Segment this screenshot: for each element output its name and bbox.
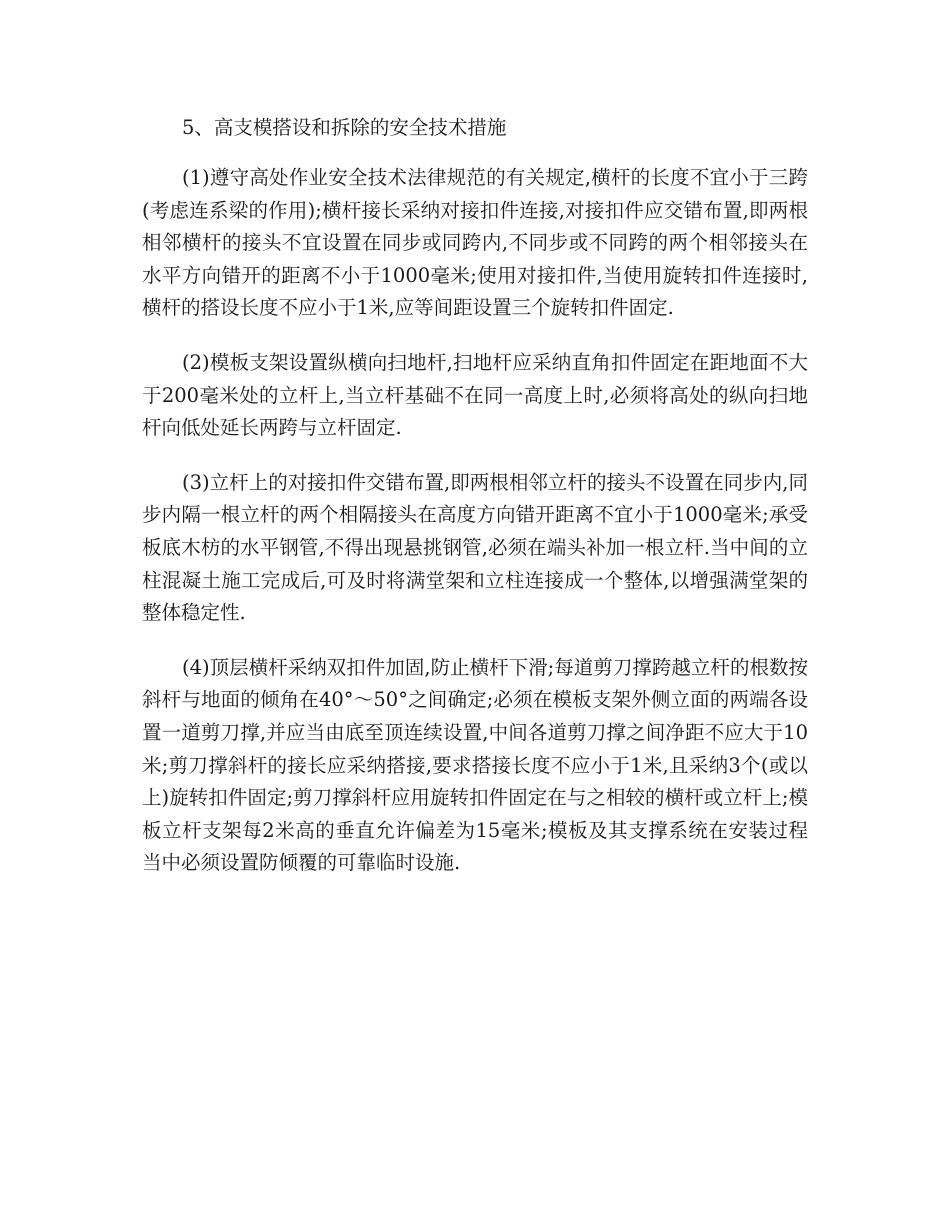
section-heading: 5、高支模搭设和拆除的安全技术措施: [182, 116, 507, 139]
paragraph-3: (3)立杆上的对接扣件交错布置,即两根相邻立杆的接头不设置在同步内,同步内隔一根立杆的两个相隔接头在高度方向错开距离不宜小于1000毫米;承受板底木枋的水平钢管,不得出现悬挑钢管,必须在端头补加一根立杆.当中间的立柱混凝土施工完成后,可及时将满堂架和立柱连接成一个整体,以增强满堂架的整体稳定性.: [142, 470, 808, 625]
paragraph-4: (4)顶层横杆采纳双扣件加固,防止横杆下滑;每道剪刀撑跨越立杆的根数按斜杆与地面的倾角在40°～50°之间确定;必须在模板支架外侧立面的两端各设置一道剪刀撑,并应当由底至顶连续设置,中间各道剪刀撑之间净距不应大于10米;剪刀撑斜杆的接长应采纳搭接,要求搭接长度不应小于1米,且采纳3个(或以上)旋转扣件固定;剪刀撑斜杆应用旋转扣件固定在与之相较的横杆或立杆上;模板立杆支架每2米高的垂直允许偏差为15毫米;模板及其支撑系统在安装过程当中必须设置防倾覆的可靠临时设施.: [142, 655, 808, 875]
paragraph-1: (1)遵守高处作业安全技术法律规范的有关规定,横杆的长度不宜小于三跨(考虑连系梁的作用);横杆接长采纳对接扣件连接,对接扣件应交错布置,即两根相邻横杆的接头不宜设置在同步或同跨内,不同步或不同跨的两个相邻接头在水平方向错开的距离不小于1000毫米;使用对接扣件,当使用旋转扣件连接时,横杆的搭设长度不应小于1米,应等间距设置三个旋转扣件固定.: [142, 166, 808, 320]
document-body: [142, 112, 808, 902]
paragraph-2: (2)模板支架设置纵横向扫地杆,扫地杆应采纳直角扣件固定在距地面不大于200毫米处的立杆上,当立杆基础不在同一高度上时,必须将高处的纵向扫地杆向低处延长两跨与立杆固定.: [142, 350, 808, 440]
